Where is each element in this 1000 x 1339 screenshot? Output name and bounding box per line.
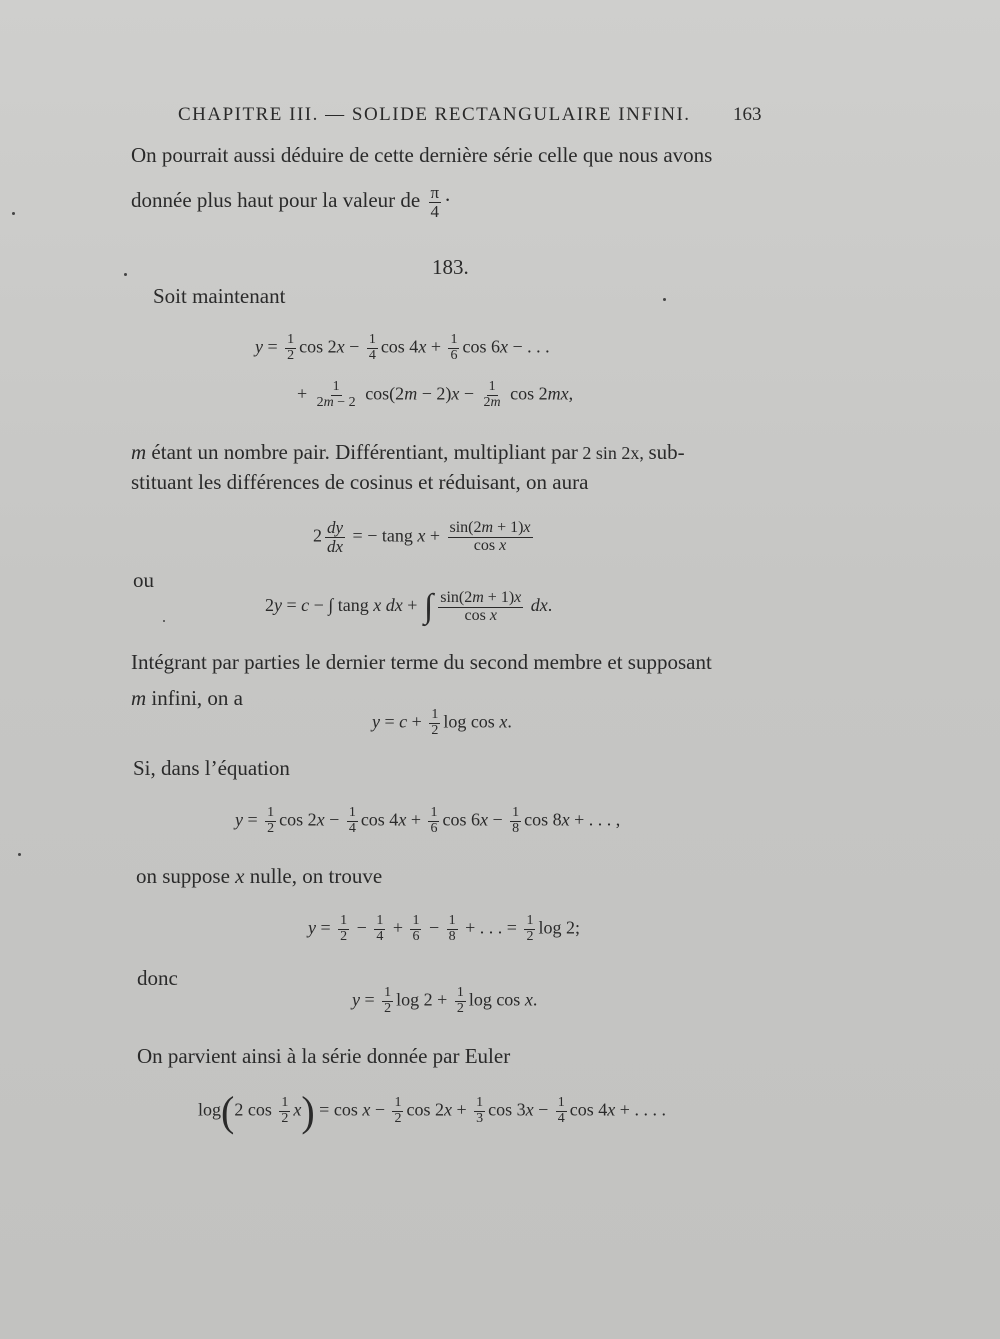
equation-integral: 2y = c − ∫ tang x dx + ∫ $\frac{\sin(2m + 1)x}{\text{cos x}}$ dx. [265, 588, 553, 625]
paragraph-line: donnée plus haut pour la valeur de $\frac{\pi}{4}$ · [131, 183, 452, 221]
paragraph-text: sub- [648, 440, 685, 464]
variable-m: m [131, 686, 147, 710]
paragraph-line [131, 686, 243, 711]
paragraph-line: On parvient ainsi à la série donnée par Euler [137, 1044, 511, 1068]
paragraph-line: donc [137, 966, 178, 990]
paragraph-line [136, 864, 382, 889]
paragraph-line: stituant les différences de cosinus et réduisant, on aura [131, 470, 589, 494]
paragraph-text: donnée plus haut pour la valeur de [131, 188, 421, 213]
page-number: 163 [733, 104, 762, 125]
scan-speck [163, 620, 165, 622]
running-header: CHAPITRE III. — SOLIDE RECTANGULAIRE INFINI. [178, 104, 691, 125]
equation-derivative: 2 $\frac{dy}{dx}$ = − tang x + $\frac{\sin(2m + 1)x}{\text{cos x}}$ [313, 518, 531, 556]
variable-x: x [235, 864, 245, 888]
equation-euler-series: log(2 cos $\frac{1}{2}$ x) = cos x − $\frac{1}{2}$ cos 2x + $\frac{1}{3}$ cos 3x − $\frac{1}{4}$ cos 4x + . . . . [198, 1087, 666, 1136]
paragraph-text: étant un nombre pair. Différentiant, multipliant par [146, 440, 578, 464]
scan-speck [663, 298, 666, 301]
equation-cos-series: y = $\frac{1}{2}$ cos 2x − $\frac{1}{4}$ cos 4x + $\frac{1}{6}$ cos 6x − $\frac{1}{8}$ cos 8x + . . . , [235, 805, 621, 836]
paragraph-text: nulle, on trouve [244, 864, 383, 888]
equation-series-line1: y = $\frac{1}{2}$ cos 2x − $\frac{1}{4}$ cos 4x + $\frac{1}{6}$ cos 6x − . . . [255, 332, 550, 363]
equation-final-y: y = $\frac{1}{2}$ log 2 + $\frac{1}{2}$ log cos x. [352, 985, 538, 1016]
scan-speck [18, 853, 21, 856]
paragraph-line: Soit maintenant [153, 284, 286, 308]
equation-result: y = c + $\frac{1}{2}$ log cos x. [372, 707, 512, 738]
equation-log2: y = $\frac{1}{2}$ − $\frac{1}{4}$ + $\frac{1}{6}$ − $\frac{1}{8}$ + . . . = $\frac{1}{2}$ log 2; [308, 913, 580, 944]
variable-m: m [131, 440, 147, 464]
scan-speck [124, 273, 127, 276]
paragraph-text: on suppose [136, 864, 236, 888]
scan-speck [12, 212, 15, 215]
paragraph-line: On pourrait aussi déduire de cette dernière série celle que nous avons [131, 143, 713, 167]
section-number: 183. [432, 255, 469, 279]
paragraph-line: ou [133, 568, 154, 592]
inline-math: 2 sin 2x, [577, 443, 649, 463]
equation-series-line2: + $\frac{1}{2m - 2}$ cos(2m − 2)x − $\frac{1}{2m}$ cos 2mx, [297, 379, 574, 410]
paragraph-line: Intégrant par parties le dernier terme du second membre et supposant [131, 650, 712, 674]
paragraph-line [131, 440, 685, 465]
paragraph-text: infini, on a [146, 686, 243, 710]
pi-over-4-fraction: $\frac{\pi}{4}$ [430, 183, 440, 221]
paragraph-line: Si, dans l’équation [133, 756, 290, 780]
